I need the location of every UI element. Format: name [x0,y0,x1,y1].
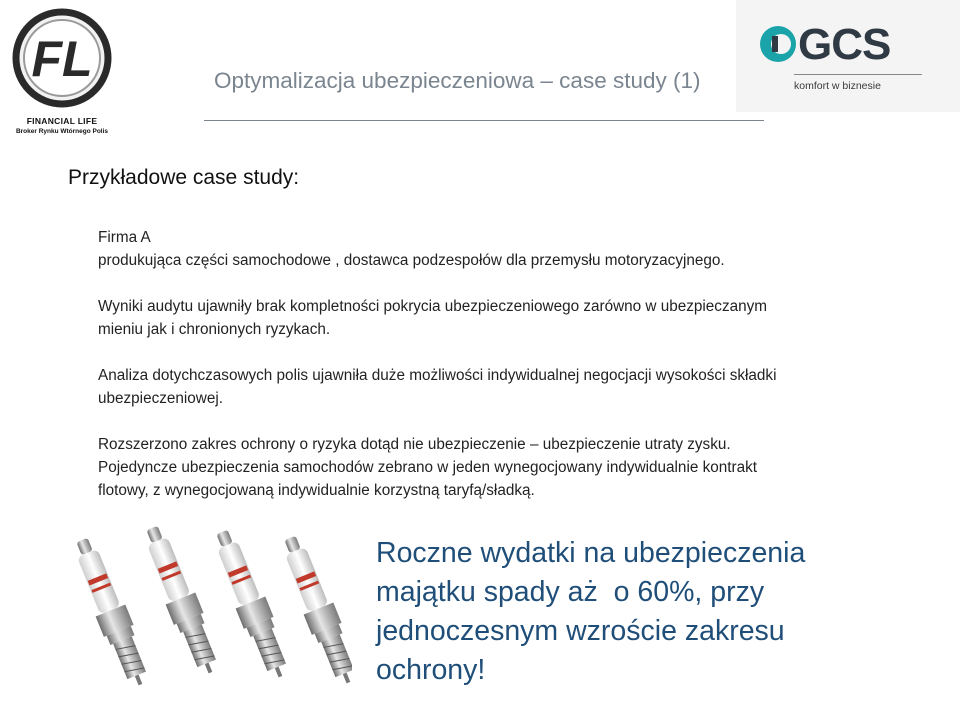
gcs-logo-divider [794,74,922,75]
section-title: Przykładowe case study: [68,166,300,189]
highlight-line-4: ochrony! [376,654,486,686]
case-study-body [98,226,888,502]
title-divider [204,120,764,121]
page-title: Optymalizacja ubezpieczeniowa – case study (1) [214,68,701,93]
analysis-text-line-2: ubezpieczeniowej. [98,390,224,407]
gcs-logo-name: GCS [798,20,891,69]
fl-logo-name: FINANCIAL LIFE [26,116,98,126]
gcs-logo [736,0,960,112]
svg-text:FL: FL [31,31,93,87]
fleet-text-line-1: Pojedyncze ubezpieczenia samochodów zebrano w jeden wynegocjowany indywidualnie kontrakt [98,459,758,476]
fl-logo-tagline: Broker Rynku Wtórnego Polis [15,128,109,135]
highlight-statement [376,534,846,690]
highlight-line-1: Roczne wydatki na ubezpieczenia [376,537,806,569]
financial-life-logo [8,6,116,138]
highlight-line-3: jednoczesnym wzroście zakresu [376,615,785,647]
highlight-line-2: majątku spady aż o 60%, przy [376,576,765,608]
company-name: Firma A [98,229,151,246]
audit-text-line-1: Wyniki audytu ujawniły brak kompletności pokrycia ubezpieczeniowego zarówno w ubezpieczanym [98,298,768,315]
spark-plugs-icon [22,520,352,705]
company-description: produkująca części samochodowe , dostawca podzespołów dla przemysłu motoryzacyjnego. [98,252,725,269]
analysis-text-line-1: Analiza dotychczasowych polis ujawniła duże możliwości indywidualnej negocjacji wysokości składki [98,367,777,384]
spark-plugs-image [22,520,352,705]
fleet-text-line-2: flotowy, z wynegocjowaną indywidualnie korzystną taryfą/sładką. [98,482,535,499]
gcs-logo-icon [758,24,798,64]
fl-logo-icon [8,6,116,114]
extended-coverage-text: Rozszerzono zakres ochrony o ryzyka dotąd nie ubezpieczenie – ubezpieczenie utraty zysku. [98,436,731,453]
audit-text-line-2: mieniu jak i chronionych ryzykach. [98,321,331,338]
gcs-logo-tagline: komfort w biznesie [794,80,881,92]
